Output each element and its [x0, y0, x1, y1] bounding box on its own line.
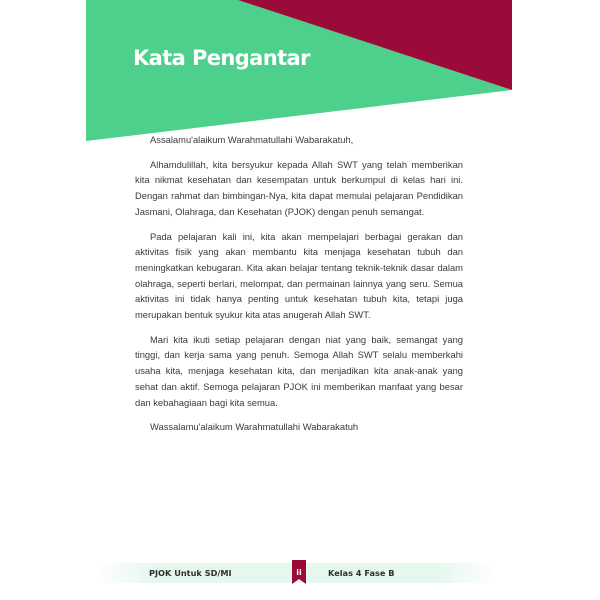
paragraph-2: Pada pelajaran kali ini, kita akan mempelajari berbagai gerakan dan aktivitas fisik yang akan membantu kita menjaga kesehatan tubuh dan meningkatkan kebugaran. Kita akan belajar tentang teknik-teknik dasar dalam olahraga, seperti berlari, melompat, dan permainan lainnya yang seru. Semua aktivitas ini tidak hanya penting untuk kesehatan tubuh kita, tetapi juga merupakan bentuk syukur kita atas anugerah Allah SWT. — [135, 230, 463, 321]
footer-book-title: PJOK Untuk SD/MI — [149, 568, 232, 578]
greeting-paragraph: Assalamu'alaikum Warahmatullahi Wabarakatuh, — [150, 134, 354, 145]
page-number: ii — [296, 568, 302, 577]
body-text — [135, 132, 463, 444]
header-banner — [86, 0, 512, 145]
footer-class-label: Kelas 4 Fase B — [328, 568, 395, 578]
page-title: Kata Pengantar — [133, 46, 310, 70]
paragraph-3: Mari kita ikuti setiap pelajaran dengan niat yang baik, semangat yang tinggi, dan kerja sama yang penuh. Semoga Allah SWT selalu memberkahi usaha kita, menjaga kesehatan kita, dan menjadikan kita anak-anak yang sehat dan aktif. Semoga pelajaran PJOK ini memberikan manfaat yang besar dan kebahagiaan bagi kita semua. — [135, 333, 463, 408]
book-page — [86, 0, 512, 600]
paragraph-1: Alhamdulillah, kita bersyukur kepada Allah SWT yang telah memberikan kita nikmat kesehatan dan kesempatan untuk berkumpul di kelas hari ini. Dengan rahmat dan bimbingan-Nya, kita dapat memulai pelajaran Pendidikan Jasmani, Olahraga, dan Kesehatan (PJOK) dengan penuh semangat. — [135, 158, 463, 217]
closing-paragraph: Wassalamu'alaikum Warahmatullahi Wabarakatuh — [150, 421, 359, 433]
